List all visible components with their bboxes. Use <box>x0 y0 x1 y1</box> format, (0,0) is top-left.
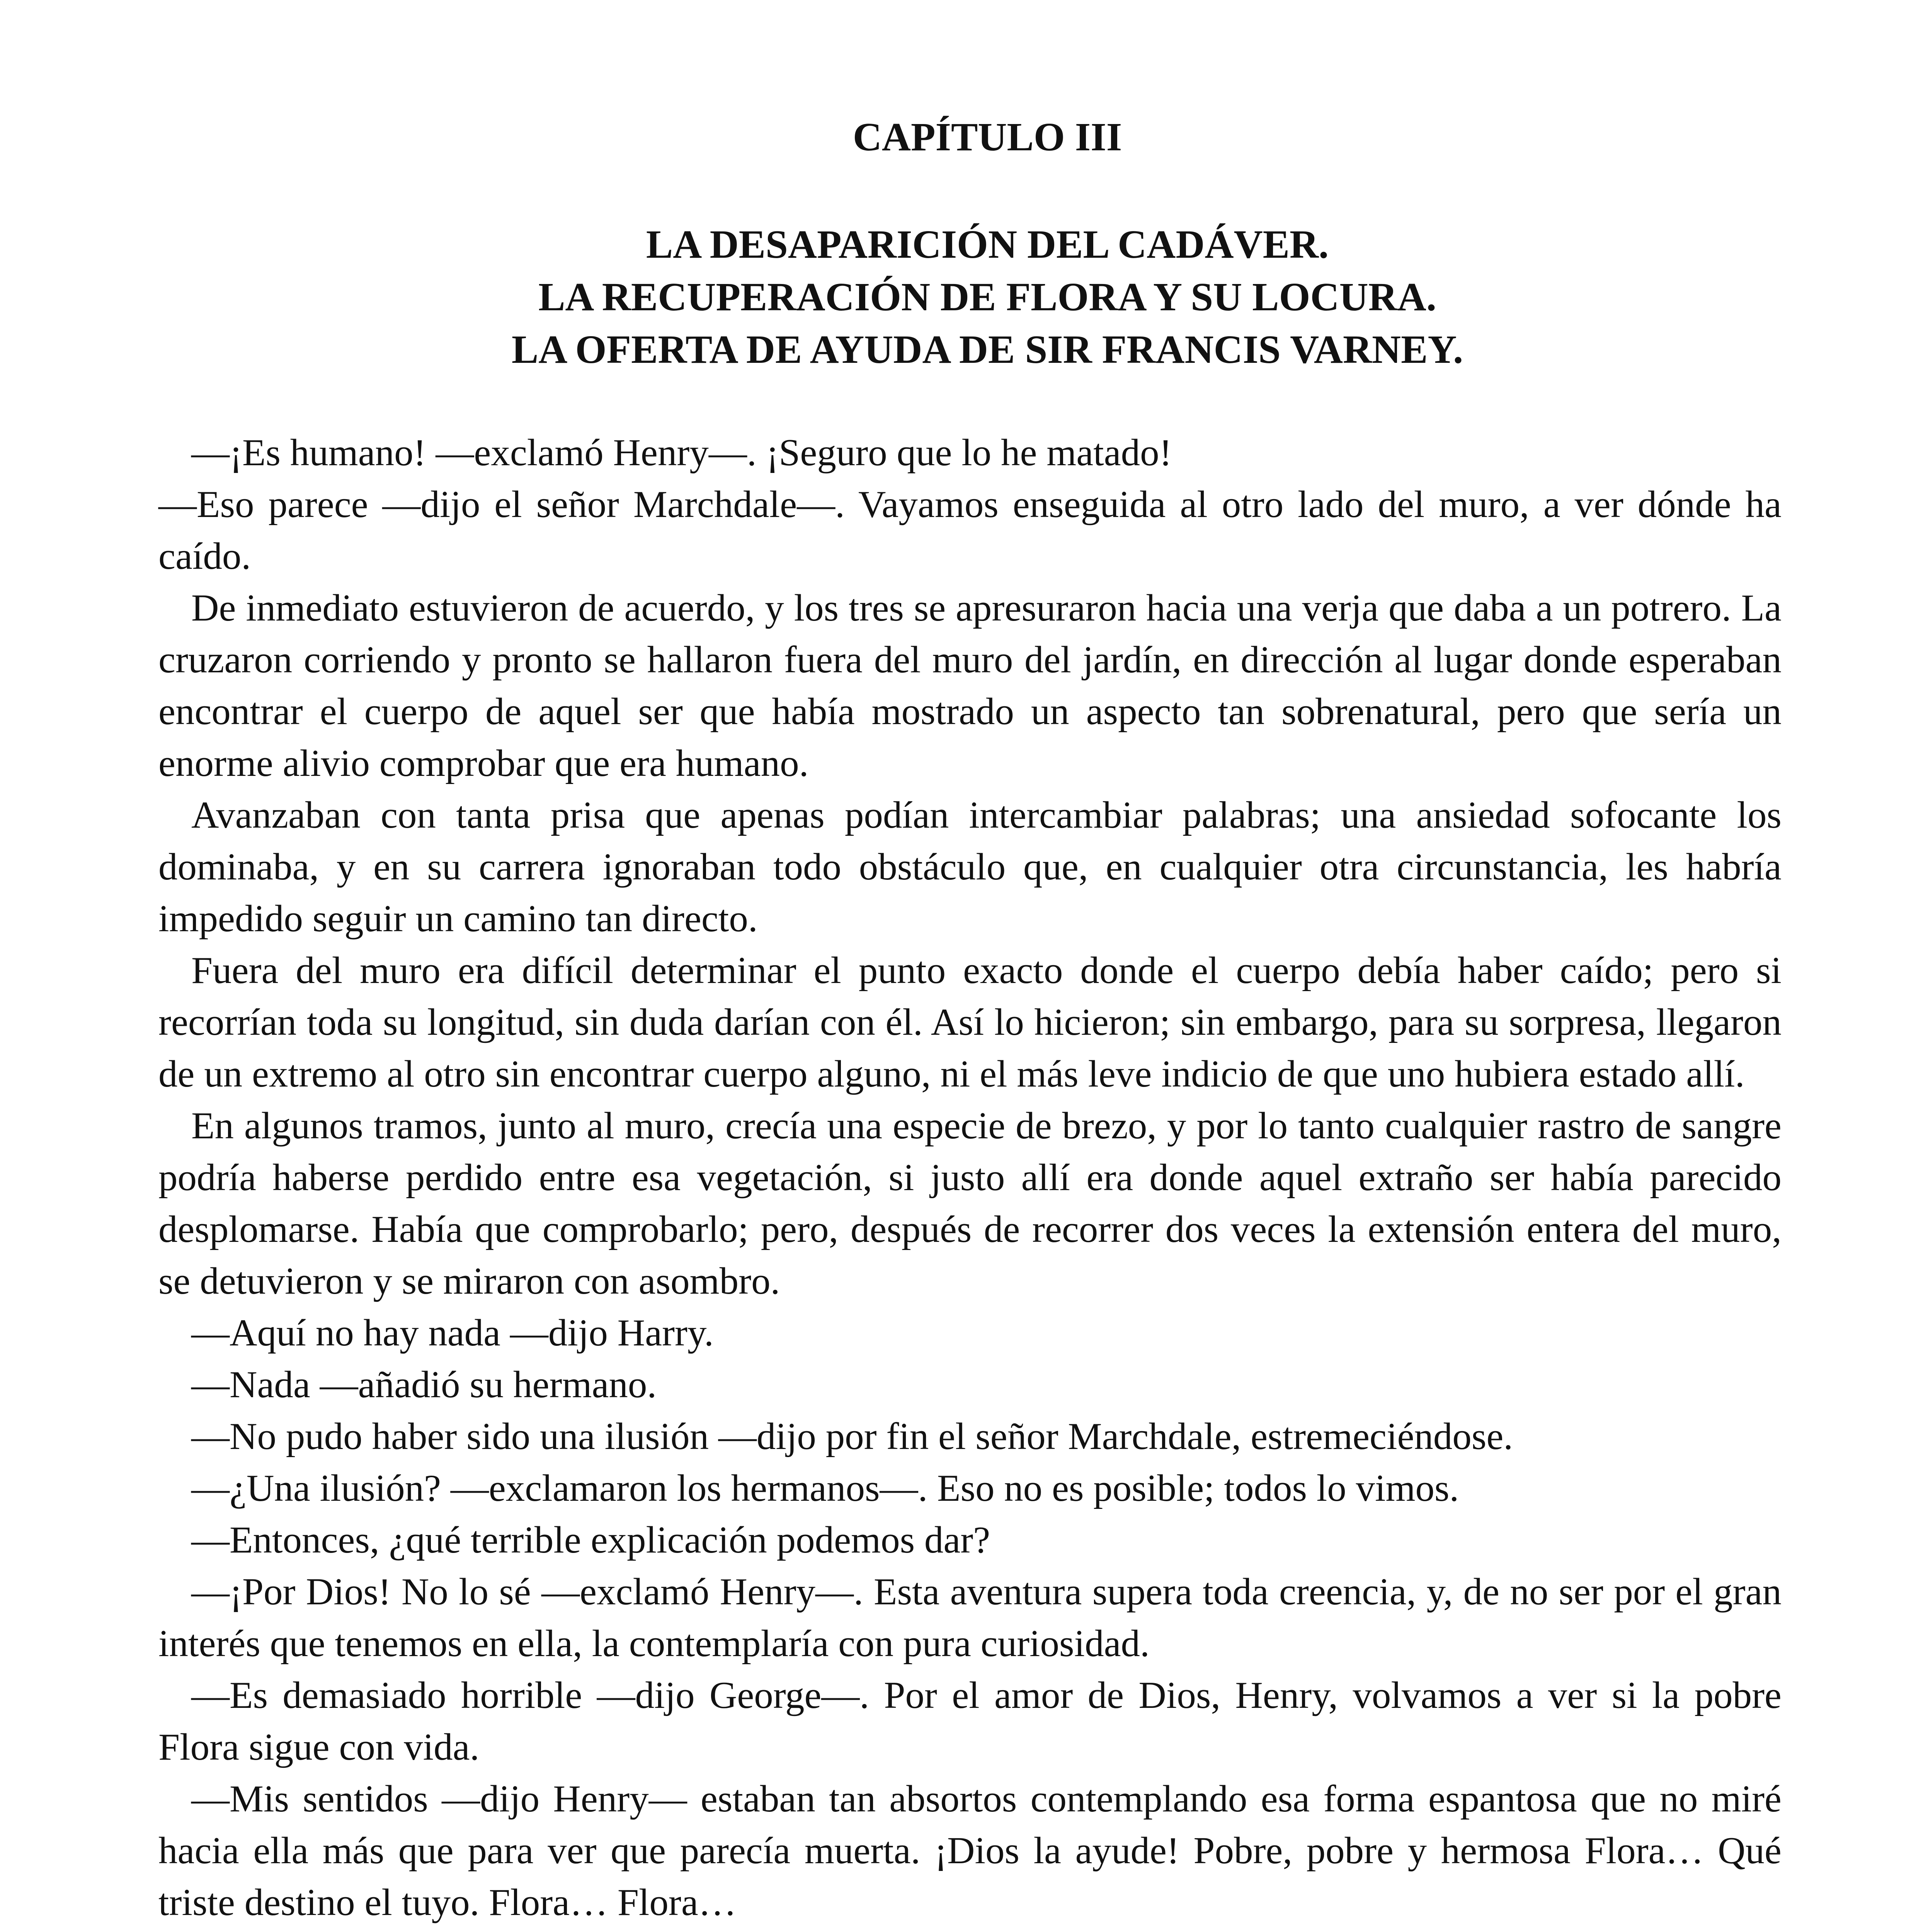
chapter-title-line: LA OFERTA DE AYUDA DE SIR FRANCIS VARNEY. <box>511 327 1463 372</box>
paragraph: —¡Es humano! —exclamó Henry—. ¡Seguro que lo he matado! <box>191 432 1172 474</box>
chapter-title-block <box>0 218 1916 376</box>
paragraph: En algunos tramos, junto al muro, crecía una especie de brezo, y por lo tanto cualquier rastro de sangre podría haberse perdido entre esa vegetación, si justo allí era donde aquel extraño ser había parecido desplomarse. Había que comprobarlo; pero, después de recorrer dos veces la extensión entera del muro, se detuvieron y se miraron con asombro. <box>158 1105 1782 1302</box>
chapter-title-line: LA RECUPERACIÓN DE FLORA Y SU LOCURA. <box>538 275 1436 319</box>
paragraph: —¿Una ilusión? —exclamaron los hermanos—. Eso no es posible; todos lo vimos. <box>191 1467 1459 1509</box>
paragraph <box>158 1929 1782 1932</box>
paragraph: —Es demasiado horrible —dijo George—. Por el amor de Dios, Henry, volvamos a ver si la pobre Flora sigue con vida. <box>158 1674 1782 1768</box>
paragraph: —No pudo haber sido una ilusión —dijo por fin el señor Marchdale, estremeciéndose. <box>191 1415 1513 1458</box>
paragraph: —Entonces, ¿qué terrible explicación podemos dar? <box>191 1519 990 1561</box>
chapter-title-line: LA DESAPARICIÓN DEL CADÁVER. <box>646 222 1329 267</box>
paragraph: —¡Por Dios! No lo sé —exclamó Henry—. Esta aventura supera toda creencia, y, de no ser por el gran interés que tenemos en ella, la contemplaría con pura curiosidad. <box>158 1571 1782 1665</box>
chapter-number: CAPÍTULO III <box>853 115 1122 159</box>
paragraph: De inmediato estuvieron de acuerdo, y los tres se apresuraron hacia una verja que daba a un potrero. La cruzaron corriendo y pronto se hallaron fuera del muro del jardín, en dirección al lugar donde esperaban encontrar el cuerpo de aquel ser que había mostrado un aspecto tan sobrenatural, pero que sería un enorme alivio comprobar que era humano. <box>158 587 1782 784</box>
paragraph: —Mis sentidos —dijo Henry— estaban tan absortos contemplando esa forma espantosa que no miré hacia ella más que para ver que parecía muerta. ¡Dios la ayude! Pobre, pobre y hermosa Flora… Qué triste destino el tuyo. Flora… Flora… <box>158 1778 1782 1923</box>
paragraph: —Aquí no hay nada —dijo Harry. <box>191 1312 714 1354</box>
paragraph: —Eso parece —dijo el señor Marchdale—. Vayamos enseguida al otro lado del muro, a ver dónde ha caído. <box>158 483 1782 577</box>
paragraph: —Nada —añadió su hermano. <box>191 1364 657 1406</box>
paragraph: Fuera del muro era difícil determinar el punto exacto donde el cuerpo debía haber caído; pero si recorrían toda su longitud, sin duda darían con él. Así lo hicieron; sin embargo, para su sorpresa, llegaron de un extremo al otro sin encontrar cuerpo alguno, ni el más leve indicio de que uno hubiera estado allí. <box>158 949 1782 1095</box>
paragraph: Avanzaban con tanta prisa que apenas podían intercambiar palabras; una ansiedad sofocante los dominaba, y en su carrera ignoraban todo obstáculo que, en cualquier otra circunstancia, les habría impedido seguir un camino tan directo. <box>158 794 1782 940</box>
chapter-body <box>158 427 1782 1932</box>
